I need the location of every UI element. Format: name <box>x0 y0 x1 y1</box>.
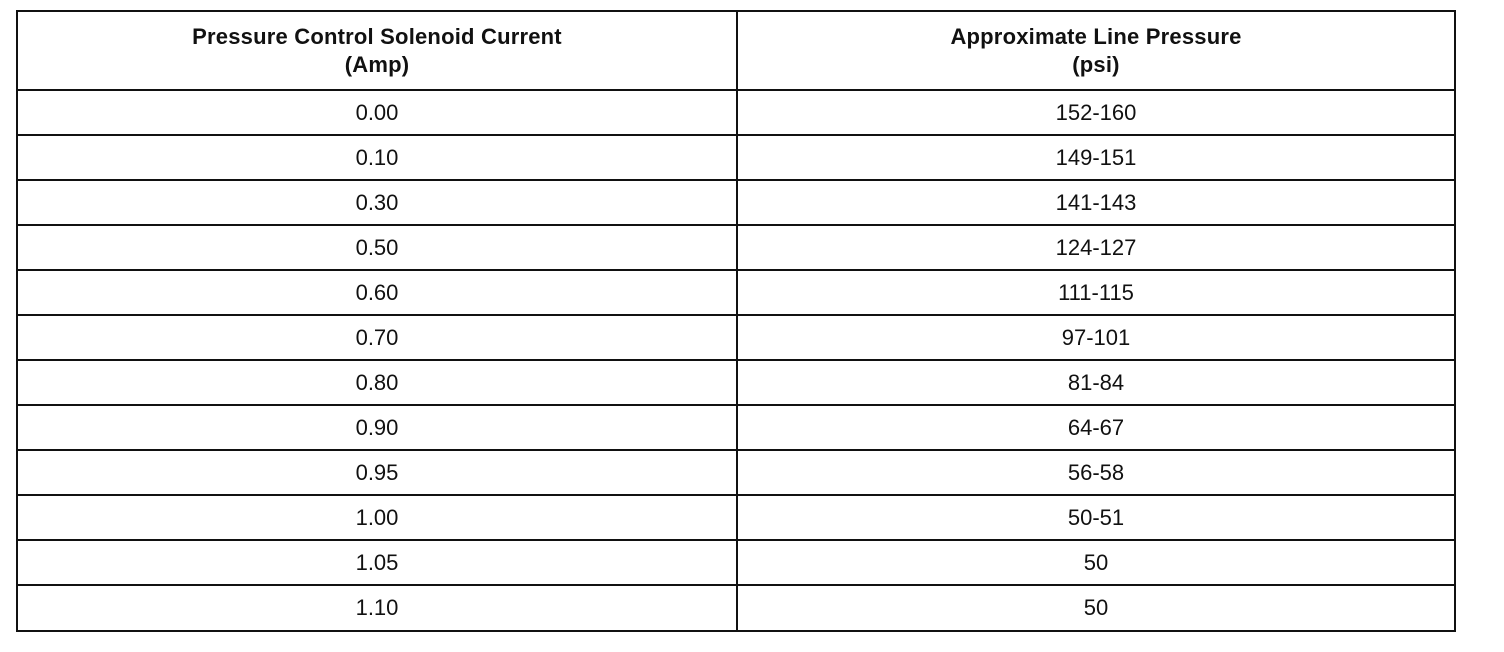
table-row <box>18 225 1454 270</box>
current-cell: 0.10 <box>18 135 737 180</box>
header-line-pressure <box>737 12 1454 90</box>
table-header-row <box>18 12 1454 90</box>
pressure-table-container <box>16 10 1456 632</box>
current-cell: 0.95 <box>18 450 737 495</box>
current-cell: 0.50 <box>18 225 737 270</box>
current-cell: 0.60 <box>18 270 737 315</box>
table-row <box>18 540 1454 585</box>
current-cell: 0.90 <box>18 405 737 450</box>
current-cell: 0.00 <box>18 90 737 135</box>
header-solenoid-current <box>18 12 737 90</box>
pressure-cell: 97-101 <box>737 315 1454 360</box>
pressure-cell: 141-143 <box>737 180 1454 225</box>
header-line-pressure-title: Approximate Line Pressure <box>950 23 1242 49</box>
table-row <box>18 405 1454 450</box>
pressure-cell: 111-115 <box>737 270 1454 315</box>
pressure-cell: 124-127 <box>737 225 1454 270</box>
pressure-cell: 64-67 <box>737 405 1454 450</box>
pressure-cell: 149-151 <box>737 135 1454 180</box>
table-row <box>18 450 1454 495</box>
pressure-cell: 50-51 <box>737 495 1454 540</box>
header-line-pressure-unit: (psi) <box>1072 51 1120 77</box>
pressure-table <box>18 12 1454 630</box>
current-cell: 1.00 <box>18 495 737 540</box>
current-cell: 1.10 <box>18 585 737 630</box>
table-row <box>18 495 1454 540</box>
table-row <box>18 270 1454 315</box>
current-cell: 0.80 <box>18 360 737 405</box>
pressure-cell: 81-84 <box>737 360 1454 405</box>
header-solenoid-current-title: Pressure Control Solenoid Current <box>192 23 562 49</box>
header-solenoid-current-unit: (Amp) <box>344 51 410 77</box>
table-row <box>18 585 1454 630</box>
table-row <box>18 360 1454 405</box>
table-row <box>18 315 1454 360</box>
table-row <box>18 180 1454 225</box>
pressure-cell: 50 <box>737 540 1454 585</box>
pressure-cell: 50 <box>737 585 1454 630</box>
current-cell: 0.30 <box>18 180 737 225</box>
pressure-cell: 152-160 <box>737 90 1454 135</box>
pressure-cell: 56-58 <box>737 450 1454 495</box>
current-cell: 0.70 <box>18 315 737 360</box>
table-row <box>18 90 1454 135</box>
current-cell: 1.05 <box>18 540 737 585</box>
table-row <box>18 135 1454 180</box>
